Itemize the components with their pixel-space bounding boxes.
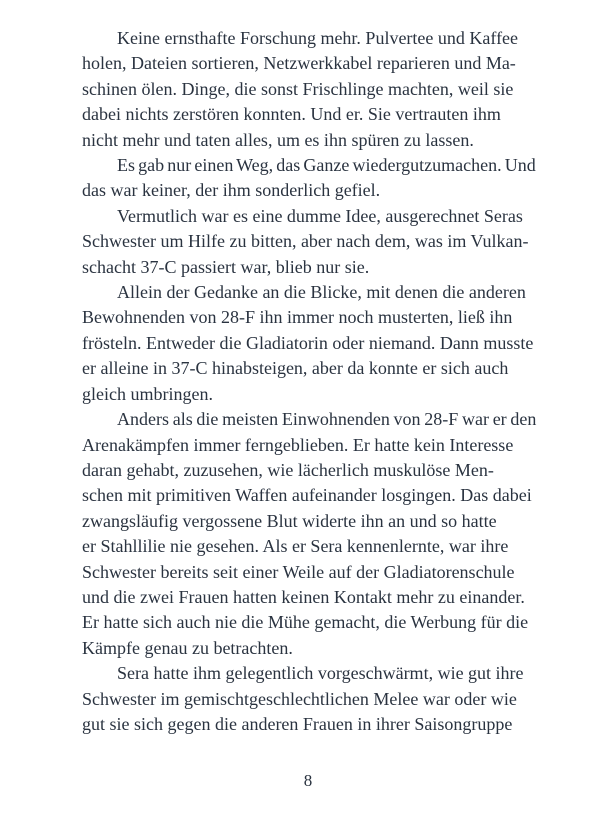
text-line: schinen ölen. Dinge, die sonst Frischlinge machten, weil sie	[82, 78, 514, 99]
text-line: dabei nichts zerstören konnten. Und er. Sie vertrauten ihm	[82, 104, 501, 125]
text-line: gut sie sich gegen die anderen Frauen in ihrer Saisongruppe	[82, 713, 513, 734]
text-line: schacht 37-C passiert war, blieb nur sie.	[82, 256, 370, 277]
text-line: nicht mehr und taten alles, um es ihn spüren zu lassen.	[82, 129, 474, 150]
text-line: schen mit primitiven Waffen aufeinander losgingen. Das dabei	[82, 485, 532, 506]
text-line: er alleine in 37-C hinabsteigen, aber da konnte er sich auch	[82, 358, 509, 379]
text-line: holen, Dateien sortieren, Netzwerkkabel reparieren und Ma-	[82, 53, 516, 74]
text-line: Allein der Gedanke an die Blicke, mit denen die anderen	[117, 282, 526, 303]
text-line: frösteln. Entweder die Gladiatorin oder niemand. Dann musste	[82, 332, 534, 353]
text-line: er Stahllilie nie gesehen. Als er Sera kennenlernte, war ihre	[82, 536, 509, 557]
text-line: zwangsläufig vergossene Blut widerte ihn an und so hatte	[82, 510, 497, 531]
text-line: Sera hatte ihm gelegentlich vorgeschwärmt, wie gut ihre	[117, 663, 524, 684]
text-line: das war keiner, der ihm sonderlich gefiel.	[82, 180, 381, 201]
text-line: gleich umbringen.	[82, 383, 213, 404]
text-line: Schwester im gemischtgeschlechtlichen Melee war oder wie	[82, 688, 517, 709]
text-line: Bewohnenden von 28-F ihn immer noch musterten, ließ ihn	[82, 307, 513, 328]
page-number: 8	[303, 771, 313, 790]
text-line: Er hatte sich auch nie die Mühe gemacht, die Werbung für die	[82, 612, 529, 633]
text-line: Es gab nur einen Weg, das Ganze wiedergutzumachen. Und	[117, 155, 536, 176]
text-line: daran gehabt, zuzusehen, wie lächerlich muskulöse Men-	[82, 459, 494, 480]
text-line: Kämpfe genau zu betrachten.	[82, 637, 293, 658]
text-line: Arenakämpfen immer ferngeblieben. Er hatte kein Interesse	[82, 434, 514, 455]
text-line: und die zwei Frauen hatten keinen Kontakt mehr zu einander.	[82, 586, 525, 607]
text-line: Keine ernsthafte Forschung mehr. Pulvertee und Kaffee	[117, 28, 519, 48]
text-line: Schwester bereits seit einer Weile auf der Gladiatorenschule	[82, 561, 515, 582]
text-line: Vermutlich war es eine dumme Idee, ausgerechnet Seras	[117, 205, 523, 226]
page-text-block	[82, 26, 536, 737]
text-line: Anders als die meisten Einwohnenden von 28-F war er den	[117, 409, 537, 430]
text-line: Schwester um Hilfe zu bitten, aber nach dem, was im Vulkan-	[82, 231, 529, 252]
